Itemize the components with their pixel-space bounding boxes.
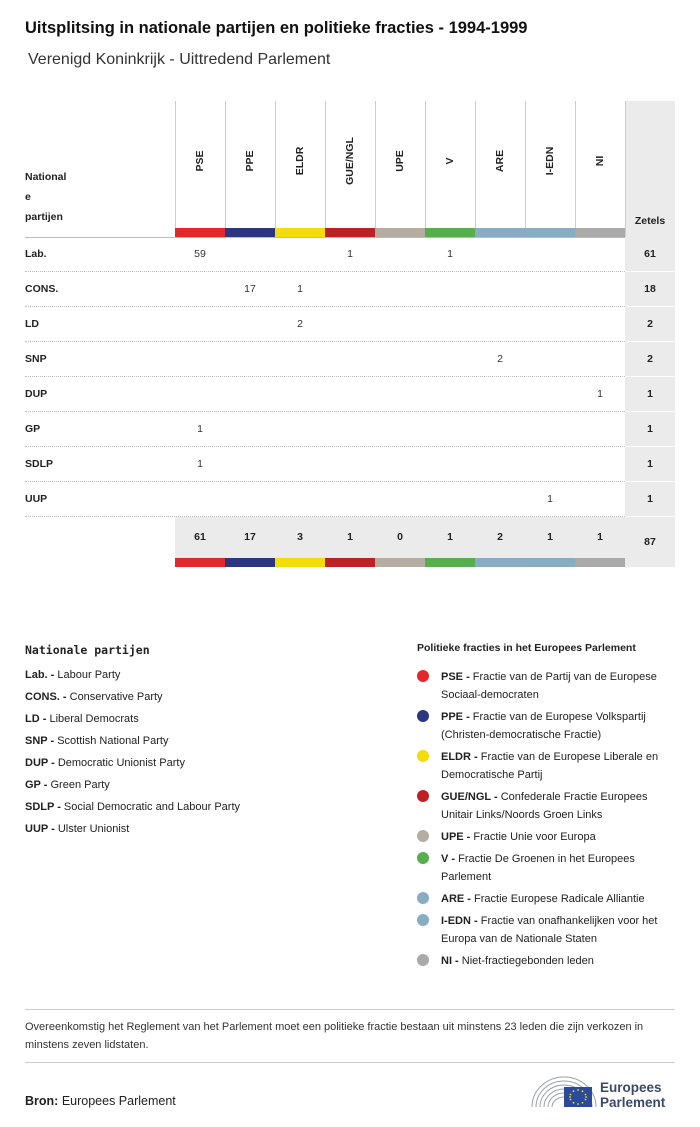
legend-code: I-EDN - (441, 915, 478, 927)
row-total: 18 (644, 283, 656, 295)
group-legend-item (417, 850, 679, 886)
legend-code: GUE/NGL - (441, 791, 498, 803)
legend-code: ARE - (441, 893, 471, 905)
legend-name: Fractie van de Europese Liberale en Democratische Partij (441, 751, 659, 781)
legend-name: Fractie van de Partij van de Europese Sociaal-democraten (441, 671, 657, 701)
legend-name: Green Party (50, 779, 110, 791)
column-color-bar (175, 228, 225, 237)
column-color-bar (275, 558, 325, 567)
footnote: Overeenkomstig het Reglement van het Parlement moet een politieke fractie bestaan uit minstens 23 leden die zijn verkozen in minstens zeven lidstaten. (25, 1021, 644, 1051)
logo-line: Europees (600, 1080, 662, 1095)
row-total: 1 (647, 458, 653, 470)
column-total: 61 (194, 531, 206, 543)
national-legend-item (25, 734, 240, 756)
legend-name: Social Democratic and Labour Party (63, 801, 241, 813)
national-legend-item (25, 668, 240, 690)
table-row (25, 447, 675, 482)
column-header-label: GUE/NGL (344, 137, 356, 185)
legend-code: GP - (25, 779, 48, 791)
column-header (225, 101, 275, 228)
table-row (25, 482, 675, 517)
column-total: 1 (447, 531, 453, 543)
row-party-name: SDLP (25, 458, 54, 470)
column-header (275, 101, 325, 228)
row-total: 2 (647, 353, 653, 365)
column-color-bar (225, 558, 275, 567)
row-party-name: CONS. (25, 283, 59, 295)
source-value: Europees Parlement (61, 1094, 176, 1108)
group-legend-item (417, 668, 679, 704)
legend-name: Confederale Fractie Europees Unitair Links/Noords Groen Links (441, 791, 648, 821)
national-legend-item (25, 822, 240, 844)
legend-name: Ulster Unionist (57, 823, 130, 835)
group-legend-item (417, 748, 679, 784)
column-total: 0 (397, 531, 403, 543)
table-cell: 1 (347, 248, 353, 260)
column-color-bar (375, 228, 425, 237)
logo-line: Parlement (600, 1095, 666, 1110)
column-total: 2 (497, 531, 503, 543)
legend-name: Conservative Party (69, 691, 163, 703)
table-cell: 59 (194, 248, 206, 260)
row-party-name: SNP (25, 353, 47, 365)
legend-code: DUP - (25, 757, 55, 769)
legend-code: UUP - (25, 823, 55, 835)
row-party-name: Lab. (25, 248, 47, 260)
legend-name: Fractie Unie voor Europa (473, 831, 596, 843)
column-header (525, 101, 575, 228)
grand-total: 87 (644, 536, 656, 548)
column-header (325, 101, 375, 228)
legend-name: Fractie van onafhankelijken voor het Europa van de Nationale Staten (441, 915, 658, 945)
legend-code: CONS. - (25, 691, 67, 703)
table-cell: 1 (197, 458, 203, 470)
column-divider (625, 101, 626, 237)
table-cell: 2 (497, 353, 503, 365)
column-total: 1 (547, 531, 553, 543)
row-total: 1 (647, 388, 653, 400)
table-cell: 1 (297, 283, 303, 295)
legend-dot-icon (417, 892, 429, 904)
divider (25, 1009, 675, 1010)
column-total: 1 (597, 531, 603, 543)
legend-name: Liberal Democrats (49, 713, 139, 725)
column-color-bar (375, 558, 425, 567)
row-header-line: National (25, 171, 67, 183)
column-header (575, 101, 625, 228)
table-cell: 17 (244, 283, 256, 295)
row-party-name: UUP (25, 493, 48, 505)
national-legend-item (25, 690, 240, 712)
legend-dot-icon (417, 914, 429, 926)
row-party-name: DUP (25, 388, 48, 400)
column-header-label: ELDR (294, 146, 306, 176)
legend-code: NI - (441, 955, 459, 967)
column-color-bar (575, 558, 625, 567)
column-color-bar (475, 228, 525, 237)
legend-code: PSE - (441, 671, 470, 683)
legend-dot-icon (417, 710, 429, 722)
legend-name: Fractie van de Europese Volkspartij (Christen-democratische Fractie) (441, 711, 646, 741)
table-cell: 1 (197, 423, 203, 435)
national-legend-item (25, 756, 240, 778)
source (25, 1094, 176, 1108)
legend-name: Fractie De Groenen in het Europees Parlement (441, 853, 635, 883)
total-column-header: Zetels (634, 215, 666, 227)
column-color-bar (425, 228, 475, 237)
national-legend-item (25, 800, 240, 822)
table-row (25, 237, 675, 272)
column-header-label: ARE (494, 149, 506, 173)
group-legend-title: Politieke fracties in het Europees Parlement (417, 642, 636, 654)
column-color-bar (575, 228, 625, 237)
row-header-line: partijen (25, 211, 63, 223)
column-total: 17 (244, 531, 256, 543)
column-header-label: PSE (194, 150, 206, 172)
divider (25, 1062, 675, 1063)
table-cell: 1 (597, 388, 603, 400)
legend-dot-icon (417, 852, 429, 864)
column-color-bar (175, 558, 225, 567)
group-legend-item (417, 912, 679, 948)
column-header (475, 101, 525, 228)
table-row (25, 342, 675, 377)
legend-code: V - (441, 853, 456, 865)
group-legend-item (417, 890, 679, 908)
table-row (25, 412, 675, 447)
page-title: Uitsplitsing in nationale partijen en politieke fracties - 1994-1999 (25, 19, 528, 37)
group-legend (417, 668, 679, 974)
page-subtitle: Verenigd Koninkrijk - Uittredend Parlement (28, 51, 331, 68)
column-header (425, 101, 475, 228)
legend-dot-icon (417, 670, 429, 682)
table-row (25, 272, 675, 307)
legend-dot-icon (417, 750, 429, 762)
column-total: 3 (297, 531, 303, 543)
column-color-bar (525, 558, 575, 567)
column-color-bar (475, 558, 525, 567)
group-legend-item (417, 828, 679, 846)
table-row (25, 377, 675, 412)
column-color-bar (275, 228, 325, 237)
group-legend-item (417, 788, 679, 824)
column-color-bar (325, 558, 375, 567)
national-legend-item (25, 712, 240, 734)
row-total: 61 (644, 248, 656, 260)
legend-dot-icon (417, 954, 429, 966)
row-total: 1 (647, 493, 653, 505)
national-legend-item (25, 778, 240, 800)
column-header-label: PPE (244, 150, 256, 172)
column-header-label: I-EDN (544, 146, 556, 176)
legend-code: PPE - (441, 711, 470, 723)
column-header (175, 101, 225, 228)
row-total: 2 (647, 318, 653, 330)
legend-dot-icon (417, 790, 429, 802)
table-cell: 1 (547, 493, 553, 505)
legend-name: Democratic Unionist Party (57, 757, 185, 769)
column-header-label: NI (594, 155, 606, 167)
legend-code: Lab. - (25, 669, 55, 681)
legend-code: ELDR - (441, 751, 478, 763)
table-cell: 1 (447, 248, 453, 260)
column-color-bar (425, 558, 475, 567)
row-header (25, 167, 85, 227)
legend-name: Labour Party (57, 669, 121, 681)
group-legend-item (417, 952, 679, 970)
legend-code: SNP - (25, 735, 55, 747)
table-row (25, 307, 675, 342)
column-header (375, 101, 425, 228)
national-legend-title: Nationale partijen (25, 643, 150, 657)
column-color-bar (325, 228, 375, 237)
group-legend-item (417, 708, 679, 744)
source-label: Bron: (25, 1094, 59, 1108)
column-color-bar (525, 228, 575, 237)
legend-dot-icon (417, 830, 429, 842)
legend-code: UPE - (441, 831, 471, 843)
column-header-label: V (444, 157, 456, 165)
legend-name: Scottish National Party (57, 735, 169, 747)
national-legend (25, 668, 240, 844)
column-color-bar (225, 228, 275, 237)
row-party-name: GP (25, 423, 41, 435)
legend-code: LD - (25, 713, 47, 725)
logo-text (600, 1080, 665, 1110)
row-party-name: LD (25, 318, 39, 330)
column-header-label: UPE (394, 150, 406, 172)
column-total: 1 (347, 531, 353, 543)
row-total: 1 (647, 423, 653, 435)
table-cell: 2 (297, 318, 303, 330)
legend-code: SDLP - (25, 801, 61, 813)
legend-name: Niet-fractiegebonden leden (461, 955, 594, 967)
row-header-line: e (25, 191, 31, 203)
legend-name: Fractie Europese Radicale Alliantie (474, 893, 645, 905)
